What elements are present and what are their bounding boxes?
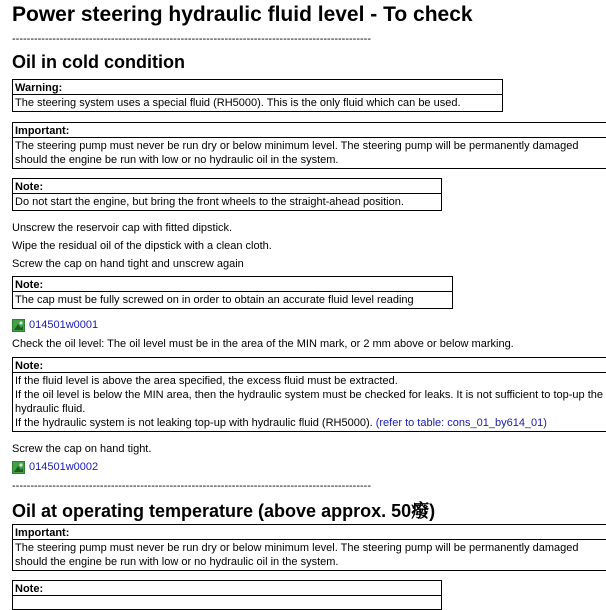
separator-line: --------------------------------------------------------------------------------------------------	[12, 33, 371, 45]
warning-text: The steering system uses a special fluid (RH5000). This is the only fluid which can be used.	[15, 97, 461, 109]
separator-line: --------------------------------------------------------------------------------------------------	[12, 480, 371, 492]
note-text-line: hydraulic fluid.	[15, 403, 86, 415]
note-label: Note:	[13, 179, 441, 194]
note-label: Note:	[13, 358, 606, 373]
important-text-line: The steering pump must never be run dry or below minimum level. The steering pump will be permanently damaged	[15, 140, 579, 152]
note-text: The cap must be fully screwed on in order to obtain an accurate fluid level reading	[15, 294, 414, 306]
figure-link[interactable]	[12, 318, 98, 332]
table-reference-link[interactable]: (refer to table: cons_01_by614_01)	[375, 417, 547, 429]
note-label: Note:	[13, 581, 441, 596]
step-text: Check the oil level: The oil level must be in the area of the MIN mark, or 2 mm above or below marking.	[12, 338, 514, 350]
warning-label: Warning:	[13, 80, 502, 95]
note-box	[12, 178, 442, 211]
important-box	[12, 122, 606, 169]
page-title: Power steering hydraulic fluid level - To check	[12, 3, 473, 26]
figure-link-label[interactable]: 014501w0002	[29, 461, 99, 473]
step-text: Unscrew the reservoir cap with fitted dipstick.	[12, 222, 233, 234]
step-text: Screw the cap on hand tight and unscrew again	[12, 258, 244, 270]
step-text: Screw the cap on hand tight.	[12, 443, 152, 455]
note-text-line: If the fluid level is above the area specified, the excess fluid must be extracted.	[15, 375, 398, 387]
important-text-line: The steering pump must never be run dry or below minimum level. The steering pump will be permanently damaged	[15, 542, 579, 554]
note-box	[12, 276, 453, 309]
figure-link-label[interactable]: 014501w0001	[29, 319, 99, 331]
important-text-line: should the engine be run with low or no hydraulic oil in the system.	[15, 154, 339, 166]
important-label: Important:	[13, 525, 606, 540]
step-text: Wipe the residual oil of the dipstick with a clean cloth.	[12, 240, 272, 252]
image-icon	[12, 461, 25, 474]
note-text-line: If the hydraulic system is not leaking top-up with hydraulic fluid (RH5000).	[15, 417, 373, 429]
warning-box	[12, 79, 503, 112]
note-text: Do not start the engine, but bring the front wheels to the straight-ahead position.	[15, 196, 404, 208]
important-text-line: should the engine be run with low or no hydraulic oil in the system.	[15, 556, 339, 568]
figure-link[interactable]	[12, 460, 98, 474]
note-box	[12, 357, 606, 432]
note-text-line	[15, 416, 606, 430]
note-box	[12, 580, 442, 610]
important-label: Important:	[13, 123, 606, 138]
important-box	[12, 524, 606, 571]
image-icon	[12, 319, 25, 332]
section-heading-operating: Oil at operating temperature (above approx. 50癈)	[12, 501, 436, 521]
note-text-line: If the oil level is below the MIN area, then the hydraulic system must be checked for leaks. It is not sufficient to top-up the	[15, 389, 603, 401]
section-heading-cold: Oil in cold condition	[12, 52, 185, 72]
note-label: Note:	[13, 277, 452, 292]
